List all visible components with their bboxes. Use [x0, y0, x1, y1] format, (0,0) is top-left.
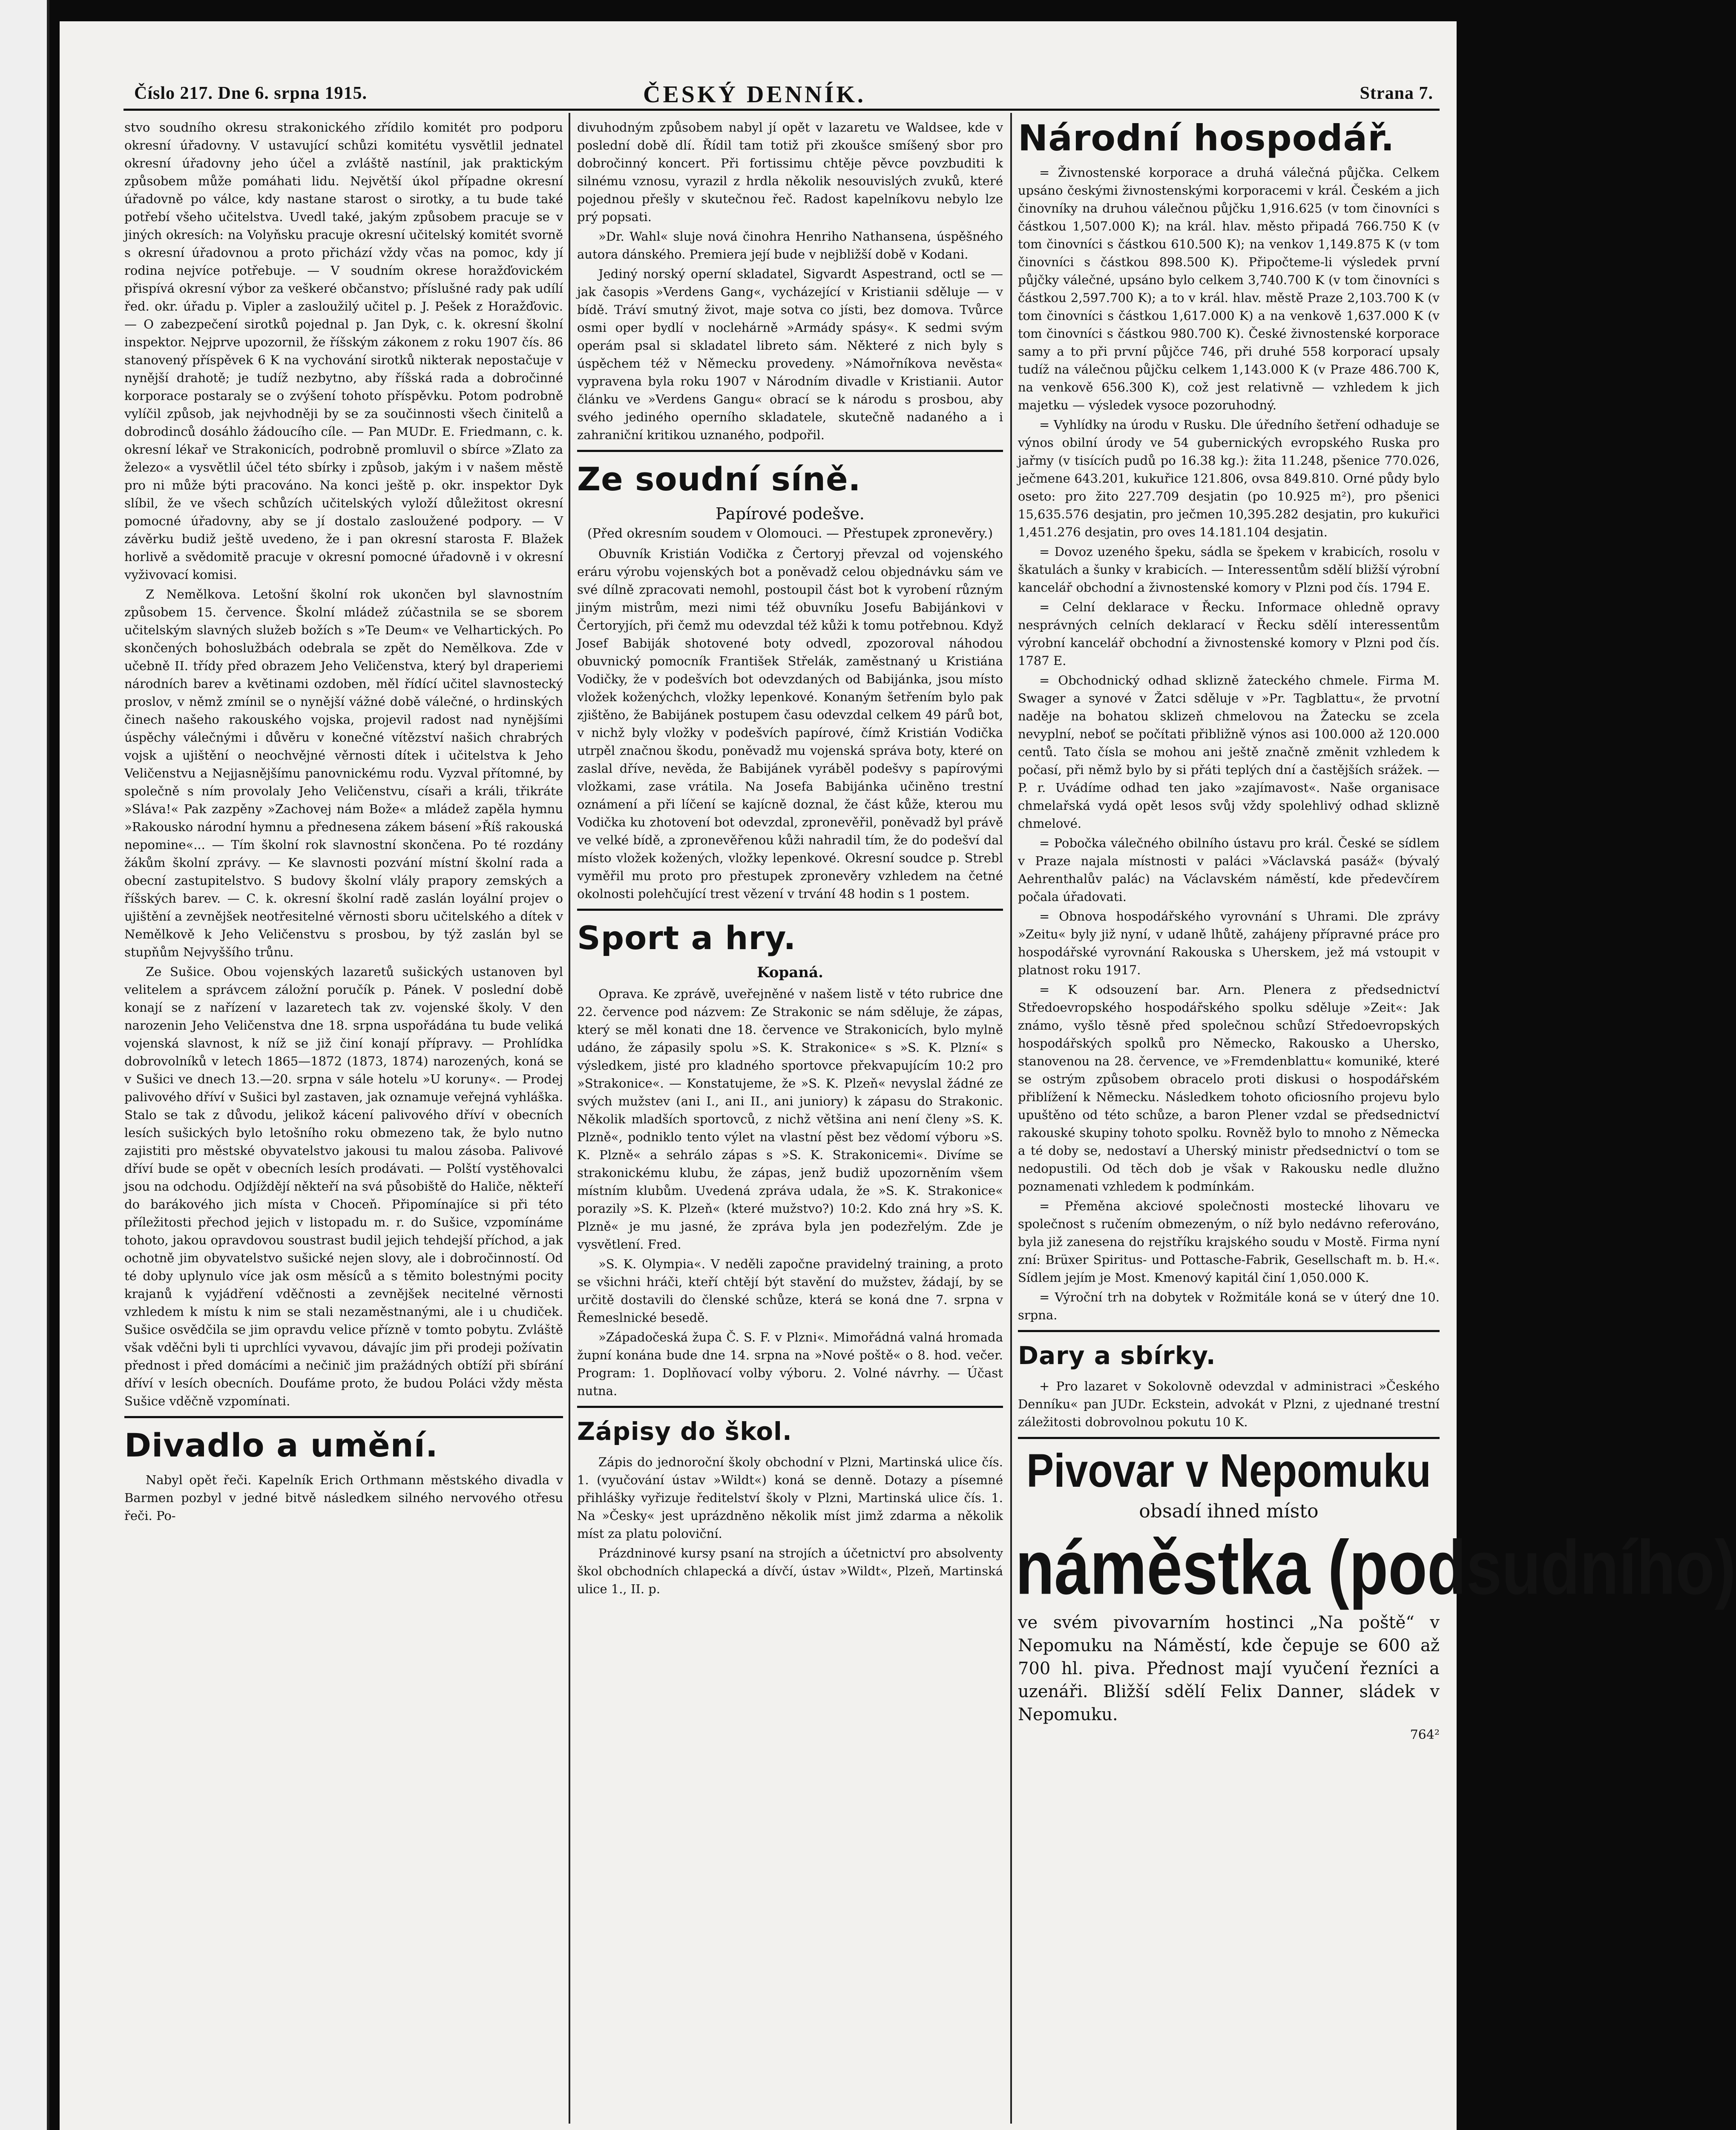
column-1: [124, 118, 563, 2121]
article-text: = Obnova hospodářského vyrovnání s Uhrami. Dle zprávy »Zeitu« byly již nyní, v udaně lhůtě, zahájeny přípravné práce pro hospodářské vyrovnání Rakouska s Uherskem, jež má vstoupit v platnost roku 1917.: [1018, 909, 1440, 977]
section-heading-dary: Dary a sbírky.: [1018, 1341, 1216, 1370]
ad-code: 764²: [1410, 1727, 1440, 1742]
article-text: = Živnostenské korporace a druhá válečná půjčka. Celkem upsáno českými živnostenskými korporacemi v král. Českém a jich činovníky na druhou válečnou půjčku 1,916.625 (v tom činovníci s částkou 1,507.000 K); na král. hlav. město připadá 766.750 K (v tom činovníci s částkou 610.500 K); na venkov 1,149.875 K (v tom činovníci s částkou 898.500 K). Připočteme-li výsledek první půjčky válečné, upsáno bylo celkem 3,740.700 K (v tom činovníci s částkou 2,597.700 K); a to v král. hlav. městě Praze 2,103.700 K (v tom činovníci s částkou 1,617.000 K) a na venkově 1,637.000 K (v tom činovníci s částkou 980.700 K). České živnostenské korporace samy a to při první půjčce 746, při druhé 558 korporací upsaly tudíž na válečnou půjčku celkem 1,143.000 K (v Praze 486.700 K, na venkově 656.300 K), což jest relativně — vzhledem k jich majetku — výsledek vysoce pozoruhodný.: [1018, 165, 1440, 412]
article-text: Nabyl opět řeči. Kapelník Erich Orthmann městského divadla v Barmen pozbyl v jedné bitvě následkem silného nervového otřesu řeči. Po-: [124, 1473, 563, 1523]
section-rule: [577, 450, 1003, 452]
article-text: Z Nemělkova. Letošní školní rok ukončen byl slavnostním způsobem 15. července. Školní mládež zúčastnila se se sborem učitelským slavných služeb božích s »Te Deum« ve Velhartických. Po skončených bohoslužbách odebrala se zpět do Nemělkova. Zde v učebně II. třídy před obrazem Jeho Veličenstva, který byl draperiemi národních barev a květinami ozdoben, měl řídící učitel slavnostecký proslov, v němž zmínil se o nynější vážné době válečné, o hrdinských činech našeho rakouského vojska, projevil radost nad nynějšími úspěchy válečnými i důvěru v konečné vítězství našich chrabrých vojsk a ujištění o neochvějné věrnosti dítek i učitelstva k Jeho Veličenstvu a Nejjasnějšímu panovnickému rodu. Vyzval přítomné, by společně s ním provolaly Jeho Veličenstvu, císaři a králi, třikráte »Sláva!« Pak zazpěny »Zachovej nám Bože« a mládež zapěla hymnu »Rakousko národní hymnu a přednesena zákem básení »Říš rakouská nepomine«... — Tím školní rok slavnostní skončena. Po té rozdány žákům školní zprávy. — Ke slavnosti pozvání místní školní rada a obecní zastupitelstvo. S budovy školní vlály prapory zemských a říšských barev. — C. k. okresní školní radě zaslán loyální projev o ujištění a zevnějšek neotřesitelné věrnosti sboru učitelského a dítek v Nemělkově k Jeho Veličenstvu s prosbou, by týž zaslán byl se stupňům Nejvyššího trůnu.: [124, 587, 563, 959]
article-text: = Celní deklarace v Řecku. Informace ohledně opravy nesprávných celních deklarací v Řecku sdělí interessentům výrobní kancelář obchodní a živnostenské komory v Plzni pod čís. 1787 E.: [1018, 600, 1440, 668]
article-text: stvo soudního okresu strakonického zřídilo komitét pro podporu okresní úřadovny. V ustavující schůzi komitétu vysvětlil jednatel okresní úřadovny jeho účel a zvláště nastínil, jak praktickým způsobem může pomáhati lidu. Největší úkol případne okresní úřadovně po válce, kdy nastane starost o sirotky, a tu bude také potřebí všeho učitelstva. Uvedl také, jakým způsobem pracuje se v jiných okresích: na Volyňsku pracuje okresní učitelský komitét svorně s okresní úřadovnou a proto přichází vždy včas na pomoc, kdy jí rodina nejvíce potřebuje. — V soudním okrese horažďovickém přispívá okresní výbor za veškeré občanstvo; příslušné rady pak udílí řed. okr. úřadu p. Vipler a zasloužilý učitel p. J. Pešek z Horažďovic. — O zabezpečení sirotků pojednal p. Jan Dyk, c. k. okresní školní inspektor. Nejprve upozornil, že říšským zákonem z roku 1907 čís. 86 stanovený příspěvek 6 K na vychování sirotků nikterak nepostačuje v nynější drahotě; je tudíž nezbytno, aby říšská rada a dobročinné korporace postaraly se o zvýšení tohoto příspěvku. Potom podrobně vylíčil způsob, jak nejvhodněji by se za součinnosti všech činitelů a dobrodinců dosáhlo žádoucího cíle. — Pan MUDr. E. Friedmann, c. k. okresní lékař ve Strakonicích, podrobně promluvil o sbírce »Zlato za železo« a vysvětlil účel této sbírky i způsob, jakým i v našem městě pro ni může býti pracováno. Na konci ještě p. okr. inspektor Dyk slíbil, že ve všech schůzích učitelských vyloží důležitost okresní pomocné úřadovny, aby se jí dostalo zasloužené podpory. — V závěrku budiž ještě uvedeno, že i pan okresní starosta F. Blažek horlivě a svědomitě pracuje v okresní pomocné úřadovně i v okresní vyživovací komisi.: [124, 120, 563, 582]
ad-body: ve svém pivovarním hostinci „Na poště“ v Nepomuku na Náměstí, kde čepuje se 600 až 700 hl. piva. Přednost mají vyučení řezníci a uzenáři. Bližší sdělí Felix Danner, sládek v Nepomuku.: [1018, 1613, 1440, 1724]
section-heading-zapisy: Zápisy do škol.: [577, 1417, 792, 1446]
article-text: = Pobočka válečného obilního ústavu pro král. České se sídlem v Praze najala místnosti v paláci »Václavská pasáž« (bývalý Aehrenthalův palác) na Václavském náměstí, kde předevčírem počala úřadovati.: [1018, 836, 1440, 904]
advertisement: [1015, 1444, 1736, 1744]
article-text: »S. K. Olympia«. V neděli započne pravidelný training, a proto se všichni hráči, kteří chtějí být stavění do mužstev, žádají, by se určitě dostavili do členské schůze, která se koná dne 7. srpna v Řemeslnické besedě.: [577, 1257, 1003, 1325]
column-divider-1: [569, 113, 570, 2124]
header-rule: [124, 109, 1440, 111]
ad-title: Pivovar v Nepomuku: [1026, 1444, 1431, 1497]
section-heading-sport: Sport a hry.: [577, 919, 796, 957]
article-text: = Přeměna akciové společnosti mostecké lihovaru ve společnost s ručením obmezeným, o níž bylo nedávno referováno, byla již zanesena do rejstříku krajského soudu v Mostě. Firma nyní zní: Brüxer Spiritus- und Pottasche-Fabrik, Gesellschaft m. b. H.«. Sídlem jejím je Most. Kmenový kapitál činí 1,050.000 K.: [1018, 1199, 1440, 1285]
page-header: [60, 21, 1457, 106]
section-rule: [1018, 1330, 1440, 1332]
section-heading-divadlo: Divadlo a umění.: [124, 1426, 438, 1464]
article-text: Obuvník Kristián Vodička z Čertoryj převzal od vojenského eráru výrobu vojenských bot a poněvadž celou objednávku sám ve své dílně zpracovati nemohl, postoupil část bot k vyrobení různým jiným mistrům, mezi nimi též obuvníku Josefu Babijánkovi v Čertoryjích, při čemž mu odevzdal též kůži k tomu potřebnou. Když Josef Babiják shotovené boty odvedl, zpozoroval náhodou obuvnický pomocník František Střelák, zaměstnaný u Kristiána Vodičky, že v podešvích bot odevzdaných od Babijánka, jsou místo vložek koženýchch, vložky lepenkové. Konaným šetřením bylo pak zjištěno, že Babijánek postupem času odevzdal celkem 49 párů bot, v nichž byly vložky v podešvích papírové, čímž Kristián Vodička utrpěl značnou škodu, poněvadž mu vojenská správa boty, které on zaslal dříve, nevěda, že Babijánek vyráběl podešvy s papírovými vložkami, zase vrátila. Na Josefa Babijánka učiněno trestní oznámení a při líčení se kajícně doznal, že část kůže, kterou mu Vodička ku zhotovení bot odevzdal, zpronevěřil, poněvadž byl právě ve velké bídě, a zpronevěřenou kůži nahradil tím, že do podešví dal místo vložek kožených, vložky lepenkové. Okresní soudce p. Strebl vyměřil mu proto pro přestupek zpronevěry vzhledem na četné okolnosti polehčující trest vězení v trvání 48 hodin s 1 postem.: [577, 547, 1003, 901]
article-text: = Výroční trh na dobytek v Rožmitále koná se v úterý dne 10. srpna.: [1018, 1290, 1440, 1322]
issue-info: Číslo 217. Dne 6. srpna 1915.: [134, 83, 368, 103]
newspaper-page: [60, 21, 1736, 2130]
article-text: = K odsouzení bar. Arn. Plenera z předsednictví Středoevropského hospodářského spolku sděluje »Zeit«: Jak známo, vyšlo těsně před společnou schůzí Středoevropských hospodářských spolků pro Německo, Rakousko a Uhersko, stanovenou na 28. července, ve »Fremdenblattu« komuniké, které se ostrým způsobem obracelo proti diskusi o hospodářském přiblížení k Německu. Následkem tohoto oficiosního projevu bylo upuštěno od této schůze, a baron Plener vzdal se předsednictví rakouské skupiny tohoto spolku. Rovněž bylo to mnoho z Německa a té doby se, nedostaví a Uherský ministr předsednictví o tom se nedopustili. Od těch dob je však v Rakousku nedle dlužno poznamenati vzhledem k podmínkám.: [1018, 982, 1440, 1194]
section-rule: [577, 1406, 1003, 1408]
masthead: ČESKÝ DENNÍK.: [643, 81, 866, 108]
article-title: Papírové podešve.: [716, 504, 865, 523]
section-rule: [124, 1416, 563, 1418]
section-heading-soudni-sin: Ze soudní síně.: [577, 460, 861, 498]
article-subheading: Kopaná.: [757, 964, 823, 981]
article-text: Jediný norský operní skladatel, Sigvardt Aspestrand, octl se — jak časopis »Verdens Gang«, vycházející v Kristianii sděluje — v bídě. Tráví smutný život, maje sotva co jísti, bez domova. Tvůrce osmi oper bydlí v noclehárně »Armády spásy«. K sedmi svým operám psal si skladatel libreto sám. Některé z nich byly s úspěchem též v Německu provedeny. »Námořníkova nevěsta« vypravena byla roku 1907 v Národním divadle v Kristianii. Autor článku ve »Verdens Gangu« obrací se k národu s prosbou, aby svého jediného operního skladatele, skutečně nadaného a i zahraniční kritikou uznaného, podpořil.: [577, 267, 1003, 442]
article-text: Oprava. Ke zprávě, uveřejněné v našem listě v této rubrice dne 22. července pod názvem: Ze Strakonic se nám sděluje, že zápas, který se měl konati dne 18. července ve Strakonicích, bylo mylně udáno, že zápasily spolu »S. K. Strakonice« s »S. K. Plzní« s výsledkem, jisté pro kladného sportovce překvapujícím 10:2 pro »Strakonice«. — Konstatujeme, že »S. K. Plzeň« nevyslal žádné ze svých mužstev (ani I., ani II., ani juniory) k zápasu do Strakonic. Několik mladších sportovců, z nichž většina ani není členy »S. K. Plzně«, podniklo tento výlet na vlastní pěst bez vědomí výboru »S. K. Plzně« a sehrálo zápas s »S. K. Strakonicemi«. Divíme se strakonickému klubu, že zápas, jenž budiž upozorněním všem místním klubům. Uvedená zpráva udala, že »S. K. Strakonice« porazily »S. K. Plzeň« (které mužstvo?) 10:2. Kdo zná hry »S. K. Plzně« je mu jasné, že zpráva byla jen podezřelým. Zde je vysvětlení. Fred.: [577, 987, 1003, 1252]
article-text: = Dovoz uzeného špeku, sádla se špekem v krabicích, rosolu v škatulách a šunky v krabicích. — Interessentům sdělí bližší výrobní kancelář obchodní a živnostenské komory v Plzni pod čís. 1794 E.: [1018, 544, 1440, 595]
article-text: divuhodným způsobem nabyl jí opět v lazaretu ve Waldsee, kde v poslední době dlí. Řídil tam totiž při zkoušce smíšený sbor pro dobročinný koncert. Při fortissimu chtěje pěvce povzbuditi k silnému vznosu, vyrazil z hrdla několik nesouvislých zvuků, které pojednou přešly v skutečnou řeč. Radost kapelníkovu nebylo lze prý popsati.: [577, 120, 1003, 224]
page-number: Strana 7.: [1359, 83, 1433, 103]
article-text: Ze Sušice. Obou vojenských lazaretů sušických ustanoven byl velitelem a správcem záložní poručík p. Pánek. V poslední době konají se z nařízení v lazaretech tak zv. vojenské školy. V den narozenin Jeho Veličenstva dne 18. srpna uspořádána tu bude veliká vojenská slavnost, k níž se již činí konají přípravy. — Prohlídka dobrovolníků v letech 1865—1872 (1873, 1874) narozených, koná se v Sušici ve dnech 13.—20. srpna v sále hotelu »U koruny«. — Prodej palivového dříví v Sušici byl zastaven, jak oznamuje veřejná vyhláška. Stalo se tak z důvodu, jelikož kácení palivového dříví v obecních lesích sušických bylo letošního roku obmezeno tak, že bylo nutno zajistiti pro městské obyvatelstvo jakousi tu malou zásoba. Palivové dříví bude se opět v obecních lesích prodávati. — Polští vystěhovalci jsou na odchodu. Odjíždějí někteří na svá působiště do Haliče, někteří do barákového jich místa v Choceň. Připomínajíce si při této příležitosti přechod jejich v listopadu m. r. do Sušice, vzpomínáme tohoto, jakou opravdovou soustrast budil jejich tehdejší příchod, a jak ochotně jim obyvatelstvo sušické nejen slovy, ale i dobročinností. Od té doby uplynulo více jak osm měsíců a s těmito bolestnými pocity krajanů k vyjádření vděčnosti a zevnějšek necitelné věrnosti vzhledem k místu k nim se stali nezaměstnanými, ale i u chudiček. Sušice osvědčila se jim opravdu velice přízně v tomto pobytu. Zvláště však vděčni byli ti uprchlíci vyvavou, dávajíc jim při prodeji požívatin přednost i před domácími a nečinič jim pražádných obtíží při sbírání dříví v lesích obecních. Doufáme proto, že budou Poláci vždy města Sušice vděčně vzpomínati.: [124, 964, 563, 1408]
article-text: »Dr. Wahl« slujе nová činohra Henriho Nathansena, úspěšného autora dánského. Premiera její bude v nejbližší době v Kodani.: [577, 229, 1003, 262]
ad-headline: náměstka (podsudního): [1015, 1524, 1736, 1610]
article-text: = Vyhlídky na úrodu v Rusku. Dle úředního šetření odhaduje se výnos obilní úrody ve 54 gubernických evropského Ruska pro jařmy (v tisících pudů po 16.38 kg.): žita 11.248, pšenice 770.026, ječmene 643.201, kukuřice 121.806, ovsa 849.810. Orné půdy bylo oseto: pro žito 227.709 desjatin (po 10.925 m²), pro pšenici 15,635.576 desjatin, pro ječmen 10,395.282 desjatin, pro kukuřici 1,451.276 desjatin, pro oves 14.181.104 desjatin.: [1018, 417, 1440, 539]
article-text: »Západočeská župa Č. S. F. v Plzni«. Mimořádná valná hromada župní konána bude dne 14. srpna na »Nové poště« o 8. hod. večer. Program: 1. Doplňovací volby výboru. 2. Volné návrhy. — Účast nutna.: [577, 1330, 1003, 1398]
column-divider-2: [1010, 113, 1012, 2124]
article-text: = Obchodnický odhad sklizně žateckého chmele. Firma M. Swager a synové v Žatci sděluje v »Pr. Tagblattu«, že prvotní naděje na bohatou sklizeň chmelovou na Žatecku se zcela nevyplní, neboť se počítati přibližně výnos asi 100.000 až 120.000 centů. Tato čísla se mohou ani ještě značně změnit vzhledem k počasí, při němž bylo by si přáti teplých dní a častějších srážek. — P. r. Uvádíme odhad ten jako »zajímavost«. Naše organisace chmelařská vydá opět lesos svůj vždy spolehlivý odhad sklizně chmelové.: [1018, 673, 1440, 831]
adjacent-page-edge: [0, 0, 49, 2130]
ad-subtitle: obsadí ihned místo: [1139, 1500, 1319, 1522]
article-text: + Pro lazaret v Sokolovně odevzdal v administraci »Českého Denníku« pan JUDr. Eckstein, advokát v Plzni, z ujednané trestní záležitosti dobrovolnou pokutu 10 K.: [1018, 1379, 1440, 1429]
article-text: Prázdninové kursy psaní na strojích a účetnictví pro absolventy škol obchodních chlapecká a dívčí, ústav »Wildt«, Plzeň, Martinská ulice 1., II. p.: [577, 1546, 1003, 1596]
article-subtitle: (Před okresním soudem v Olomouci. — Přestupek zpronevěry.): [587, 526, 993, 541]
section-rule: [1018, 1437, 1440, 1439]
article-text: Zápis do jednoroční školy obchodní v Plzni, Martinská ulice čís. 1. (vyučování ústav »Wildt«) koná se denně. Dotazy a písemné přihlášky vyřizuje ředitelství školy v Plzni, Martinská ulice čís. 1. Na »Česky« jest uprázdněno několik míst jimž zdarma a několik míst za platu poloviční.: [577, 1455, 1003, 1541]
section-heading-narodni-hospodar: Národní hospodář.: [1018, 117, 1395, 159]
column-2: [577, 118, 1003, 2121]
column-3: [1015, 117, 1736, 2121]
section-rule: [577, 909, 1003, 911]
